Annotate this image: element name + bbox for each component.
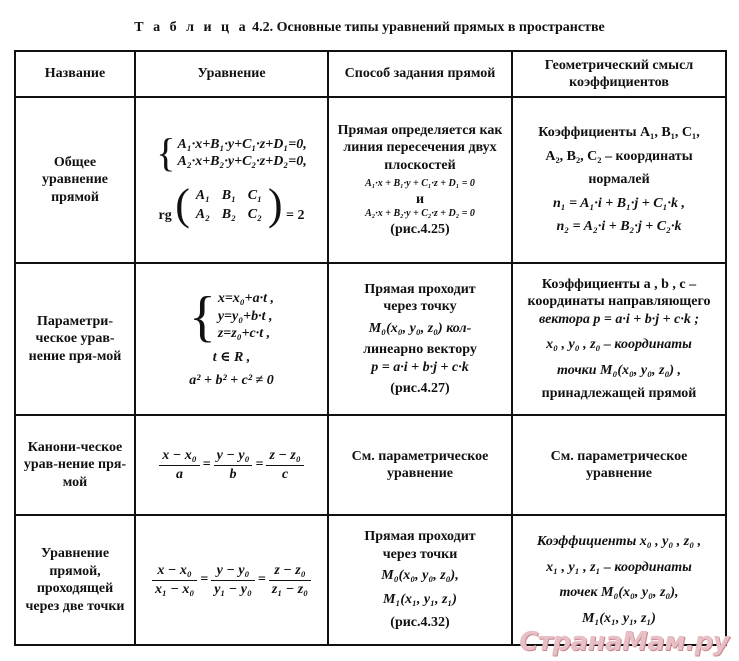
meaning-line: x₀ , y₀ , z₀ – координаты (546, 337, 692, 352)
parameter-domain: t ∈ R , (212, 349, 251, 365)
equals-sign: = (255, 457, 264, 473)
method-line: через точки (382, 546, 458, 562)
system-line: A₁·x+B₁·y+C₁·z+D₁=0, (177, 136, 307, 152)
plane-equation-1: A₁·x + B₁·y + C₁·z + D₁ = 0 (365, 178, 475, 190)
equations-table (14, 50, 727, 646)
meaning-line: координаты направляющего (527, 294, 711, 309)
meaning-line: точки M₀(x₀, y₀, z₀) , (556, 362, 682, 378)
header-equation: Уравнение (135, 51, 328, 97)
header-method: Способ задания прямой (328, 51, 512, 97)
left-brace: { (188, 285, 216, 348)
equals-sign: = (202, 457, 211, 473)
fraction: $\frac{\text{x − x₀}}{\text{x₁ − x₀}}$ (152, 562, 197, 598)
caption-label: Т а б л и ц а (134, 20, 249, 35)
equation-system (188, 285, 275, 348)
meaning-line: Коэффициенты x₀ , y₀ , z₀ , (536, 534, 702, 549)
meaning-line: Коэффициенты A₁, B₁, C₁, (538, 125, 700, 141)
normal-vector-2: n₂ = A₂·i + B₂·j + C₂·k (556, 219, 682, 235)
row-name: Общее уравнение прямой (15, 97, 135, 263)
plane-equation-2: A₂·x + B₂·y + C₂·z + D₂ = 0 (365, 208, 475, 220)
row-name: Уравнение прямой, проходящей через две точки (15, 515, 135, 645)
method-line: линеарно вектору (363, 342, 477, 357)
method-text: Прямая определяется как линия пересечения двух плоскостей (337, 122, 503, 173)
nonzero-condition: a² + b² + c² ≠ 0 (189, 373, 274, 388)
watermark-logo: СтранаМам.ру (519, 627, 729, 657)
meaning-cell (512, 97, 726, 263)
row-name: Параметри-ческое урав-нение пря-мой (15, 263, 135, 415)
system-line: x=x₀+a·t , (217, 291, 275, 307)
figure-ref: (рис.4.32) (390, 615, 450, 631)
meaning-line: принадлежащей прямой (541, 386, 697, 401)
table-row-two-points (15, 515, 726, 645)
table-row-general (15, 97, 726, 263)
method-line: через точку (383, 299, 457, 314)
system-line: z=z₀+c·t , (217, 326, 271, 342)
meaning-cell (512, 515, 726, 645)
method-line: M₀(x₀, y₀, z₀) кол- (368, 320, 472, 336)
left-brace: { (156, 130, 176, 175)
meaning-line: Коэффициенты a , b , c – (541, 276, 697, 292)
matrix-entry: B₂ (221, 207, 236, 222)
normal-vector-1: n₁ = A₁·i + B₁·j + C₁·k , (552, 195, 685, 211)
rank-suffix: = 2 (286, 208, 305, 223)
matrix-entry: A₁ (195, 187, 210, 203)
meaning-line: вектора p = a·i + b·j + c·k ; (538, 311, 699, 327)
meaning-line: x₁ , y₁ , z₁ – координаты (546, 559, 692, 575)
meaning-cell (512, 263, 726, 415)
system-line: y=y₀+b·t , (217, 308, 273, 324)
equation-cell (135, 415, 328, 515)
method-cell: См. параметрическое уравнение (328, 415, 512, 515)
coefficient-matrix: ( A₁ B₁ C₁ A₂ B₂ C₂ ) (175, 180, 283, 229)
method-cell (328, 97, 512, 263)
equation-system (156, 130, 307, 175)
figure-ref: (рис.4.25) (390, 221, 450, 237)
meaning-line: точек M₀(x₀, y₀, z₀), (559, 585, 679, 600)
fraction: $\frac{\text{z − z₀}}{\text{z₁ − z₀}}$ (269, 562, 311, 598)
direction-vector: p = a·i + b·j + c·k (371, 359, 469, 375)
header-name: Название (15, 51, 135, 97)
matrix-entry: A₂ (195, 207, 210, 222)
meaning-line: M₁(x₁, y₁, z₁) (582, 610, 656, 626)
caption-text: 4.2. Основные типы уравнений прямых в пространстве (252, 20, 605, 35)
meaning-line: нормалей (588, 172, 650, 188)
method-cell (328, 515, 512, 645)
system-line: A₂·x+B₂·y+C₂·z+D₂=0, (177, 154, 307, 169)
method-and: и (415, 191, 425, 207)
table-row-parametric (15, 263, 726, 415)
point-m1: M₁(x₁, y₁, z₁) (383, 591, 457, 607)
fraction: $\frac{\text{x − x₀}}{a}$ (159, 447, 199, 483)
table-caption (0, 20, 739, 36)
rank-condition (140, 180, 323, 229)
rank-prefix: rg (158, 208, 172, 223)
row-name: Канони-ческое урав-нение пря-мой (15, 415, 135, 515)
method-line: Прямая проходит (364, 281, 476, 297)
equation-cell (135, 515, 328, 645)
matrix-entry: C₁ (247, 187, 262, 203)
method-cell (328, 263, 512, 415)
point-m0: M₀(x₀, y₀, z₀), (381, 568, 459, 584)
method-line: Прямая проходит (364, 529, 476, 545)
equation-cell (135, 97, 328, 263)
table-header-row (15, 51, 726, 97)
meaning-line: A₂, B₂, C₂ – координаты (545, 148, 693, 164)
figure-ref: (рис.4.27) (390, 381, 450, 396)
table-row-canonical (15, 415, 726, 515)
equation-cell (135, 263, 328, 415)
matrix-entry: C₂ (247, 207, 262, 222)
equals-sign: = (257, 572, 266, 588)
fraction: $\frac{\text{y − y₀}}{\text{y₁ − y₀}}$ (211, 562, 255, 598)
header-meaning: Геометрический смысл коэффициентов (512, 51, 726, 97)
equals-sign: = (200, 572, 209, 588)
fraction: $\frac{\text{y − y₀}}{b}$ (214, 447, 253, 483)
fraction: $\frac{\text{z − z₀}}{c}$ (266, 447, 303, 483)
meaning-cell: См. параметрическое уравнение (512, 415, 726, 515)
matrix-entry: B₁ (221, 187, 236, 203)
